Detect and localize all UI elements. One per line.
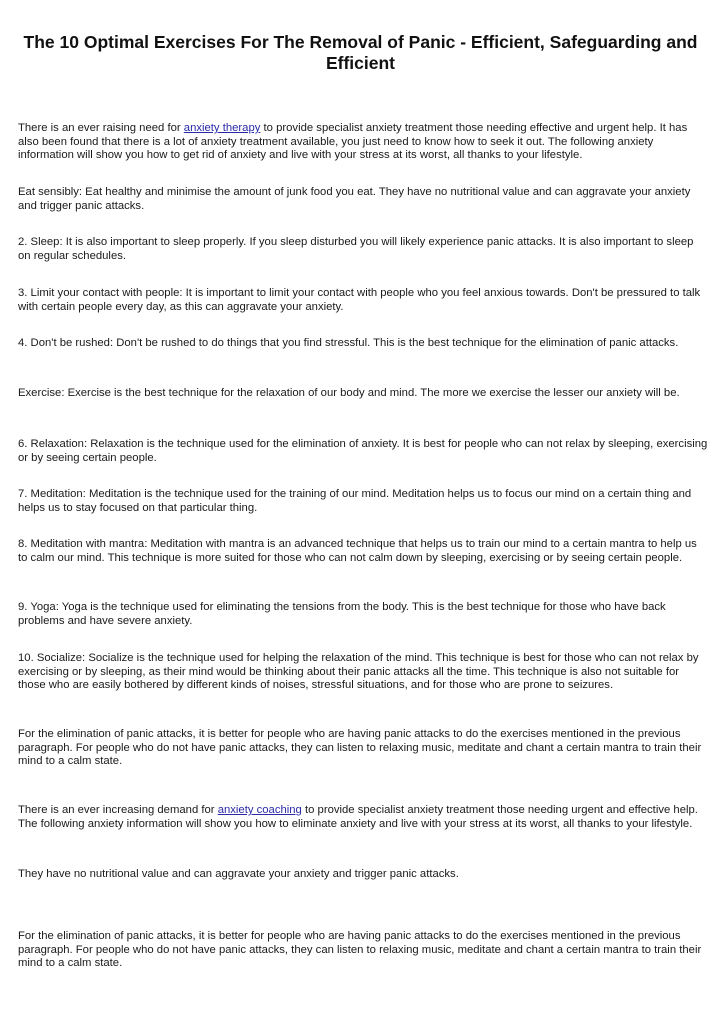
paragraph-nutritional-value: They have no nutritional value and can aggravate your anxiety and trigger panic attacks. [18,868,459,880]
paragraph-socialize: 10. Socialize: Socialize is the technique used for helping the relaxation of the mind. This technique is best for those who can not relax by exercising or by sleeping, as their mind would be thinking about their panic attacks all the time. This technique is also not suitable for those who are easily bothered by different kinds of noises, stressful situations, and for those who are prone to seizures. [18,652,699,692]
paragraph-yoga: 9. Yoga: Yoga is the technique used for eliminating the tensions from the body. This is the best technique for those who have back problems and have severe anxiety. [18,601,666,627]
second-intro-paragraph [18,804,708,831]
paragraph-limit-contact: 3. Limit your contact with people: It is important to limit your contact with people who you feel anxious towards. Don't be pressured to talk with certain people every day, as this can aggravate your anxiety. [18,287,701,313]
paragraph-sleep: 2. Sleep: It is also important to sleep properly. If you sleep disturbed you will likely experience panic attacks. It is also important to sleep on regular schedules. [18,236,694,262]
paragraph-closing-elimination: For the elimination of panic attacks, it is better for people who are having panic attacks to do the exercises mentioned in the previous paragraph. For people who do not have panic attacks, they can listen to relaxing music, meditate and chant a certain mantra to train their mind to a calm state. [18,930,702,970]
paragraph-dont-be-rushed: 4. Don't be rushed: Don't be rushed to do things that you find stressful. This is the best technique for the elimination of panic attacks. [18,337,679,349]
anxiety-therapy-link[interactable]: anxiety therapy [183,122,261,134]
intro-text-before: There is an ever raising need for [18,122,184,134]
anxiety-coaching-link[interactable]: anxiety coaching [217,804,302,816]
paragraph-exercise: Exercise: Exercise is the best technique for the relaxation of our body and mind. The more we exercise the lesser our anxiety will be. [18,387,680,399]
page-title: The 10 Optimal Exercises For The Removal of Panic - Efficient, Safeguarding and Efficient [23,32,698,73]
paragraph-elimination: For the elimination of panic attacks, it is better for people who are having panic attacks to do the exercises mentioned in the previous paragraph. For people who do not have panic attacks, they can listen to relaxing music, meditate and chant a certain mantra to train their mind to a calm state. [18,728,702,768]
paragraph-meditation-mantra: 8. Meditation with mantra: Meditation with mantra is an advanced technique that helps us to train our mind to a certain mantra to help us to calm our mind. This technique is more suited for those who can not calm down by sleeping, exercising or by seeing certain people. [18,538,697,564]
paragraph-meditation: 7. Meditation: Meditation is the technique used for the training of our mind. Meditation helps us to focus our mind on a certain thing and helps us to stay focused on that particular thing. [18,488,692,514]
paragraph-eat-sensibly: Eat sensibly: Eat healthy and minimise the amount of junk food you eat. They have no nutritional value and can aggravate your anxiety and trigger panic attacks. [18,186,691,212]
paragraph-relaxation: 6. Relaxation: Relaxation is the technique used for the elimination of anxiety. It is best for people who can not relax by sleeping, exercising or by seeing certain people. [18,438,708,464]
intro-paragraph [18,122,708,163]
intro-text-after: to provide specialist anxiety treatment those needing effective and urgent help. It has also been found that there is a lot of anxiety treatment available, you just need to know how to seek it out. The following anxiety information will show you how to get rid of anxiety and live with your stress at its worst, all thanks to your lifestyle. [18,122,688,162]
second-intro-text-before: There is an ever increasing demand for [18,804,218,816]
second-intro-text-after: to provide specialist anxiety treatment those needing urgent and effective help. The following anxiety information will show you how to eliminate anxiety and live with your stress at its worst, all thanks to your lifestyle. [18,804,698,830]
